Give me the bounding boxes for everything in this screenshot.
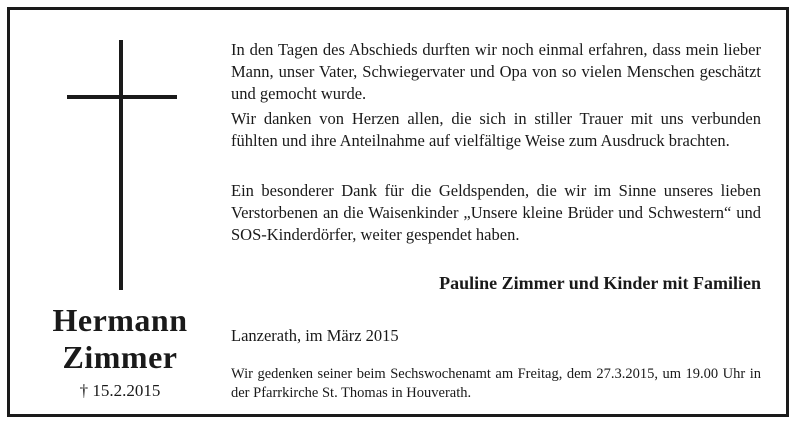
thanks-column [231, 10, 761, 414]
thanks-paragraph-2: Wir danken von Herzen allen, die sich in stiller Trauer mit uns verbunden fühlten und ihre Anteilnahme auf vielfältige Weise zum Ausdruck brachten. [231, 109, 761, 150]
deceased-column [10, 10, 230, 414]
thanks-paragraph-3: Ein besonderer Dank für die Geldspenden, die wir im Sinne unseres lieben Verstorbenen an die Waisenkinder „Unsere kleine Brüder und Schwestern“ und SOS-Kinderdörfer, weiter gespendet haben. [231, 181, 761, 244]
family-signature: Pauline Zimmer und Kinder mit Familien [439, 273, 761, 293]
place-and-date: Lanzerath, im März 2015 [231, 326, 399, 345]
deceased-first-name: Hermann [52, 302, 188, 338]
cross-icon [67, 40, 177, 290]
death-date: † 15.2.2015 [79, 381, 161, 400]
thanks-paragraph-1: In den Tagen des Abschieds durften wir noch einmal erfahren, dass mein lieber Mann, unser Vater, Schwiegervater und Opa von so vielen Menschen geschätzt und gemocht wurde. [231, 40, 761, 103]
deceased-last-name: Zimmer [62, 339, 178, 375]
memorial-service-notice: Wir gedenken seiner beim Sechswochenamt am Freitag, dem 27.3.2015, um 19.00 Uhr in der Pfarrkirche St. Thomas in Houverath. [231, 366, 761, 401]
obituary-frame [7, 7, 789, 417]
